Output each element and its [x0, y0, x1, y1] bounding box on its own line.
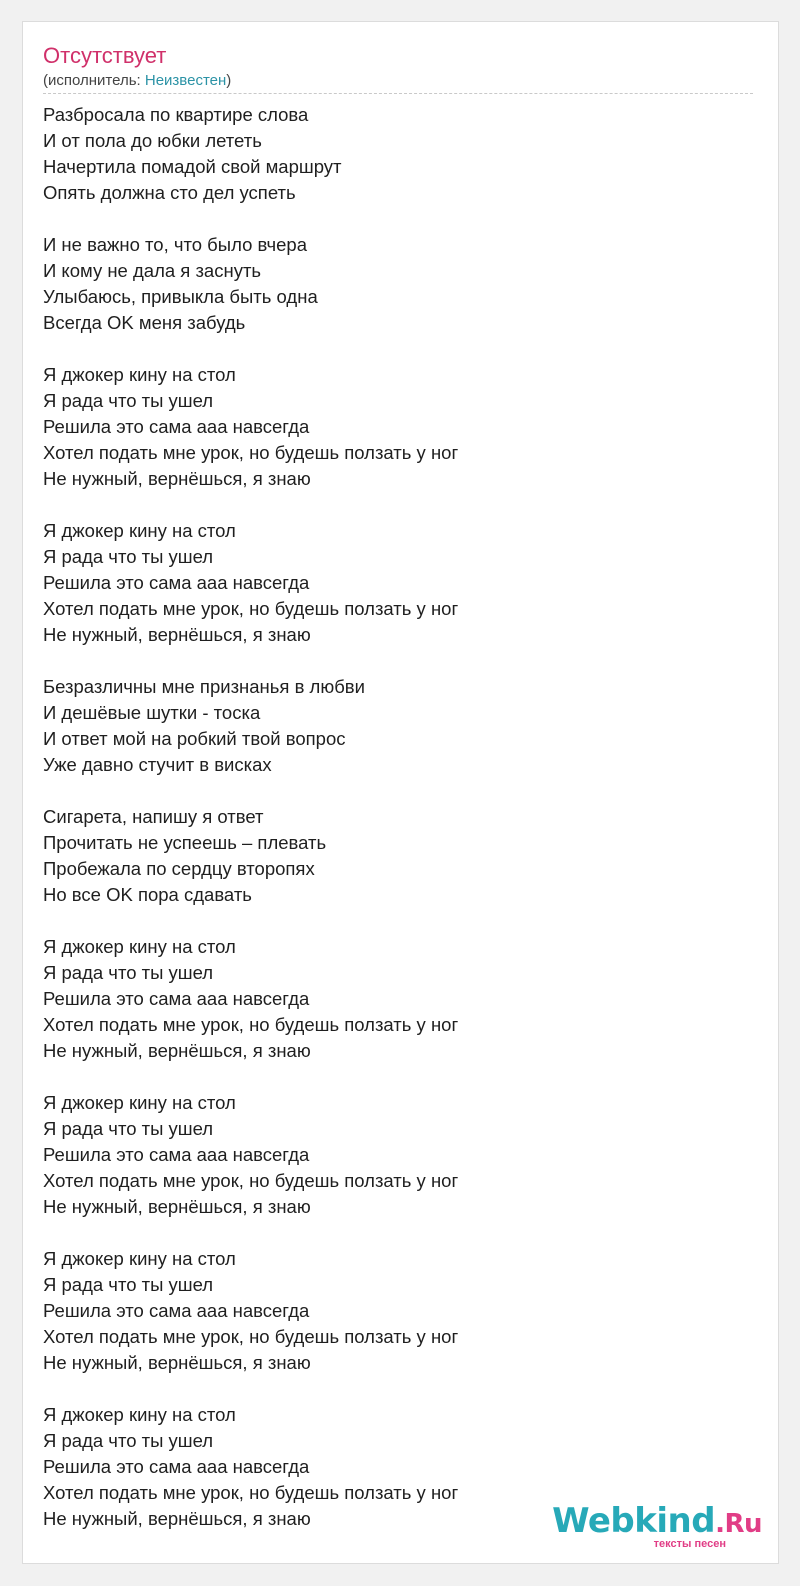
lyrics-stanza — [43, 804, 758, 908]
lyrics-stanza — [43, 1246, 758, 1376]
lyrics-line: Я рада что ты ушел — [43, 962, 214, 983]
lyrics-line: И не важно то, что было вчера — [43, 234, 308, 255]
lyrics-line: Начертила помадой свой маршрут — [43, 156, 342, 177]
lyrics-line: Хотел подать мне урок, но будешь ползать у ног — [43, 1326, 459, 1347]
lyrics-line: Не нужный, вернёшься, я знаю — [43, 1508, 311, 1529]
artist-link[interactable]: Неизвестен — [144, 72, 227, 89]
lyrics-line: Решила это сама ааа навсегда — [43, 1456, 310, 1477]
lyrics-line: Не нужный, вернёшься, я знаю — [43, 1196, 311, 1217]
lyrics-line: Решила это сама ааа навсегда — [43, 1300, 310, 1321]
lyrics-line: И дешёвые шутки - тоска — [43, 702, 261, 723]
lyrics-line: Решила это сама ааа навсегда — [43, 572, 310, 593]
logo-wordmark — [552, 1503, 762, 1542]
lyrics-line: Решила это сама ааа навсегда — [43, 988, 310, 1009]
lyrics-line: Я рада что ты ушел — [43, 1430, 214, 1451]
artist-prefix: (исполнитель: — [43, 72, 145, 89]
lyrics-line: Хотел подать мне урок, но будешь ползать у ног — [43, 1170, 459, 1191]
lyrics-line: Но все OK пора сдавать — [43, 884, 252, 905]
lyrics-line: Я джокер кину на стол — [43, 1404, 236, 1425]
lyrics-line: Я джокер кину на стол — [43, 364, 236, 385]
site-logo[interactable] — [552, 1501, 762, 1551]
lyrics-stanza — [43, 674, 758, 778]
lyrics-line: Хотел подать мне урок, но будешь ползать у ног — [43, 1482, 459, 1503]
logo-tagline: тексты песен — [653, 1538, 726, 1550]
logo-tld-text: .Ru — [715, 1509, 762, 1539]
artist-suffix: ) — [226, 72, 232, 89]
lyrics-line: Не нужный, вернёшься, я знаю — [43, 468, 311, 489]
lyrics-line: Не нужный, вернёшься, я знаю — [43, 1040, 311, 1061]
lyrics-line: Я рада что ты ушел — [43, 1118, 214, 1139]
logo-main-text: Webkind — [552, 1501, 716, 1541]
lyrics-line: Я джокер кину на стол — [43, 936, 236, 957]
lyrics-line: И от пола до юбки лететь — [43, 130, 262, 151]
lyrics-line: Пробежала по сердцу второпях — [43, 858, 315, 879]
lyrics-line: И кому не дала я заснуть — [43, 260, 262, 281]
lyrics-stanza — [43, 232, 758, 336]
lyrics-line: Безразличны мне признанья в любви — [43, 676, 365, 697]
lyrics-line: Решила это сама ааа навсегда — [43, 416, 310, 437]
lyrics-stanza — [43, 1090, 758, 1220]
lyrics-line: Я рада что ты ушел — [43, 1274, 214, 1295]
lyrics-line: Хотел подать мне урок, но будешь ползать у ног — [43, 1014, 459, 1035]
song-title: Отсутствует — [43, 43, 167, 68]
lyrics-line: Решила это сама ааа навсегда — [43, 1144, 310, 1165]
lyrics-line: Улыбаюсь, привыкла быть одна — [43, 286, 318, 307]
lyrics-body — [43, 102, 758, 1558]
lyrics-line: Я джокер кину на стол — [43, 1248, 236, 1269]
lyrics-line: Не нужный, вернёшься, я знаю — [43, 1352, 311, 1373]
lyrics-line: Всегда OK меня забудь — [43, 312, 246, 333]
lyrics-line: Разбросала по квартире слова — [43, 104, 309, 125]
lyrics-line: Хотел подать мне урок, но будешь ползать у ног — [43, 598, 459, 619]
lyrics-line: Я джокер кину на стол — [43, 1092, 236, 1113]
lyrics-line: Прочитать не успеешь – плевать — [43, 832, 327, 853]
artist-line — [43, 72, 231, 90]
lyrics-card — [22, 21, 779, 1564]
lyrics-line: И ответ мой на робкий твой вопрос — [43, 728, 346, 749]
lyrics-line: Я джокер кину на стол — [43, 520, 236, 541]
lyrics-line: Опять должна сто дел успеть — [43, 182, 296, 203]
lyrics-stanza — [43, 362, 758, 492]
header-divider — [43, 93, 753, 94]
lyrics-line: Я рада что ты ушел — [43, 390, 214, 411]
lyrics-line: Я рада что ты ушел — [43, 546, 214, 567]
lyrics-line: Хотел подать мне урок, но будешь ползать у ног — [43, 442, 459, 463]
lyrics-stanza — [43, 102, 758, 206]
lyrics-line: Сигарета, напишу я ответ — [43, 806, 264, 827]
lyrics-stanza — [43, 518, 758, 648]
lyrics-stanza — [43, 934, 758, 1064]
lyrics-line: Не нужный, вернёшься, я знаю — [43, 624, 311, 645]
lyrics-line: Уже давно стучит в висках — [43, 754, 272, 775]
